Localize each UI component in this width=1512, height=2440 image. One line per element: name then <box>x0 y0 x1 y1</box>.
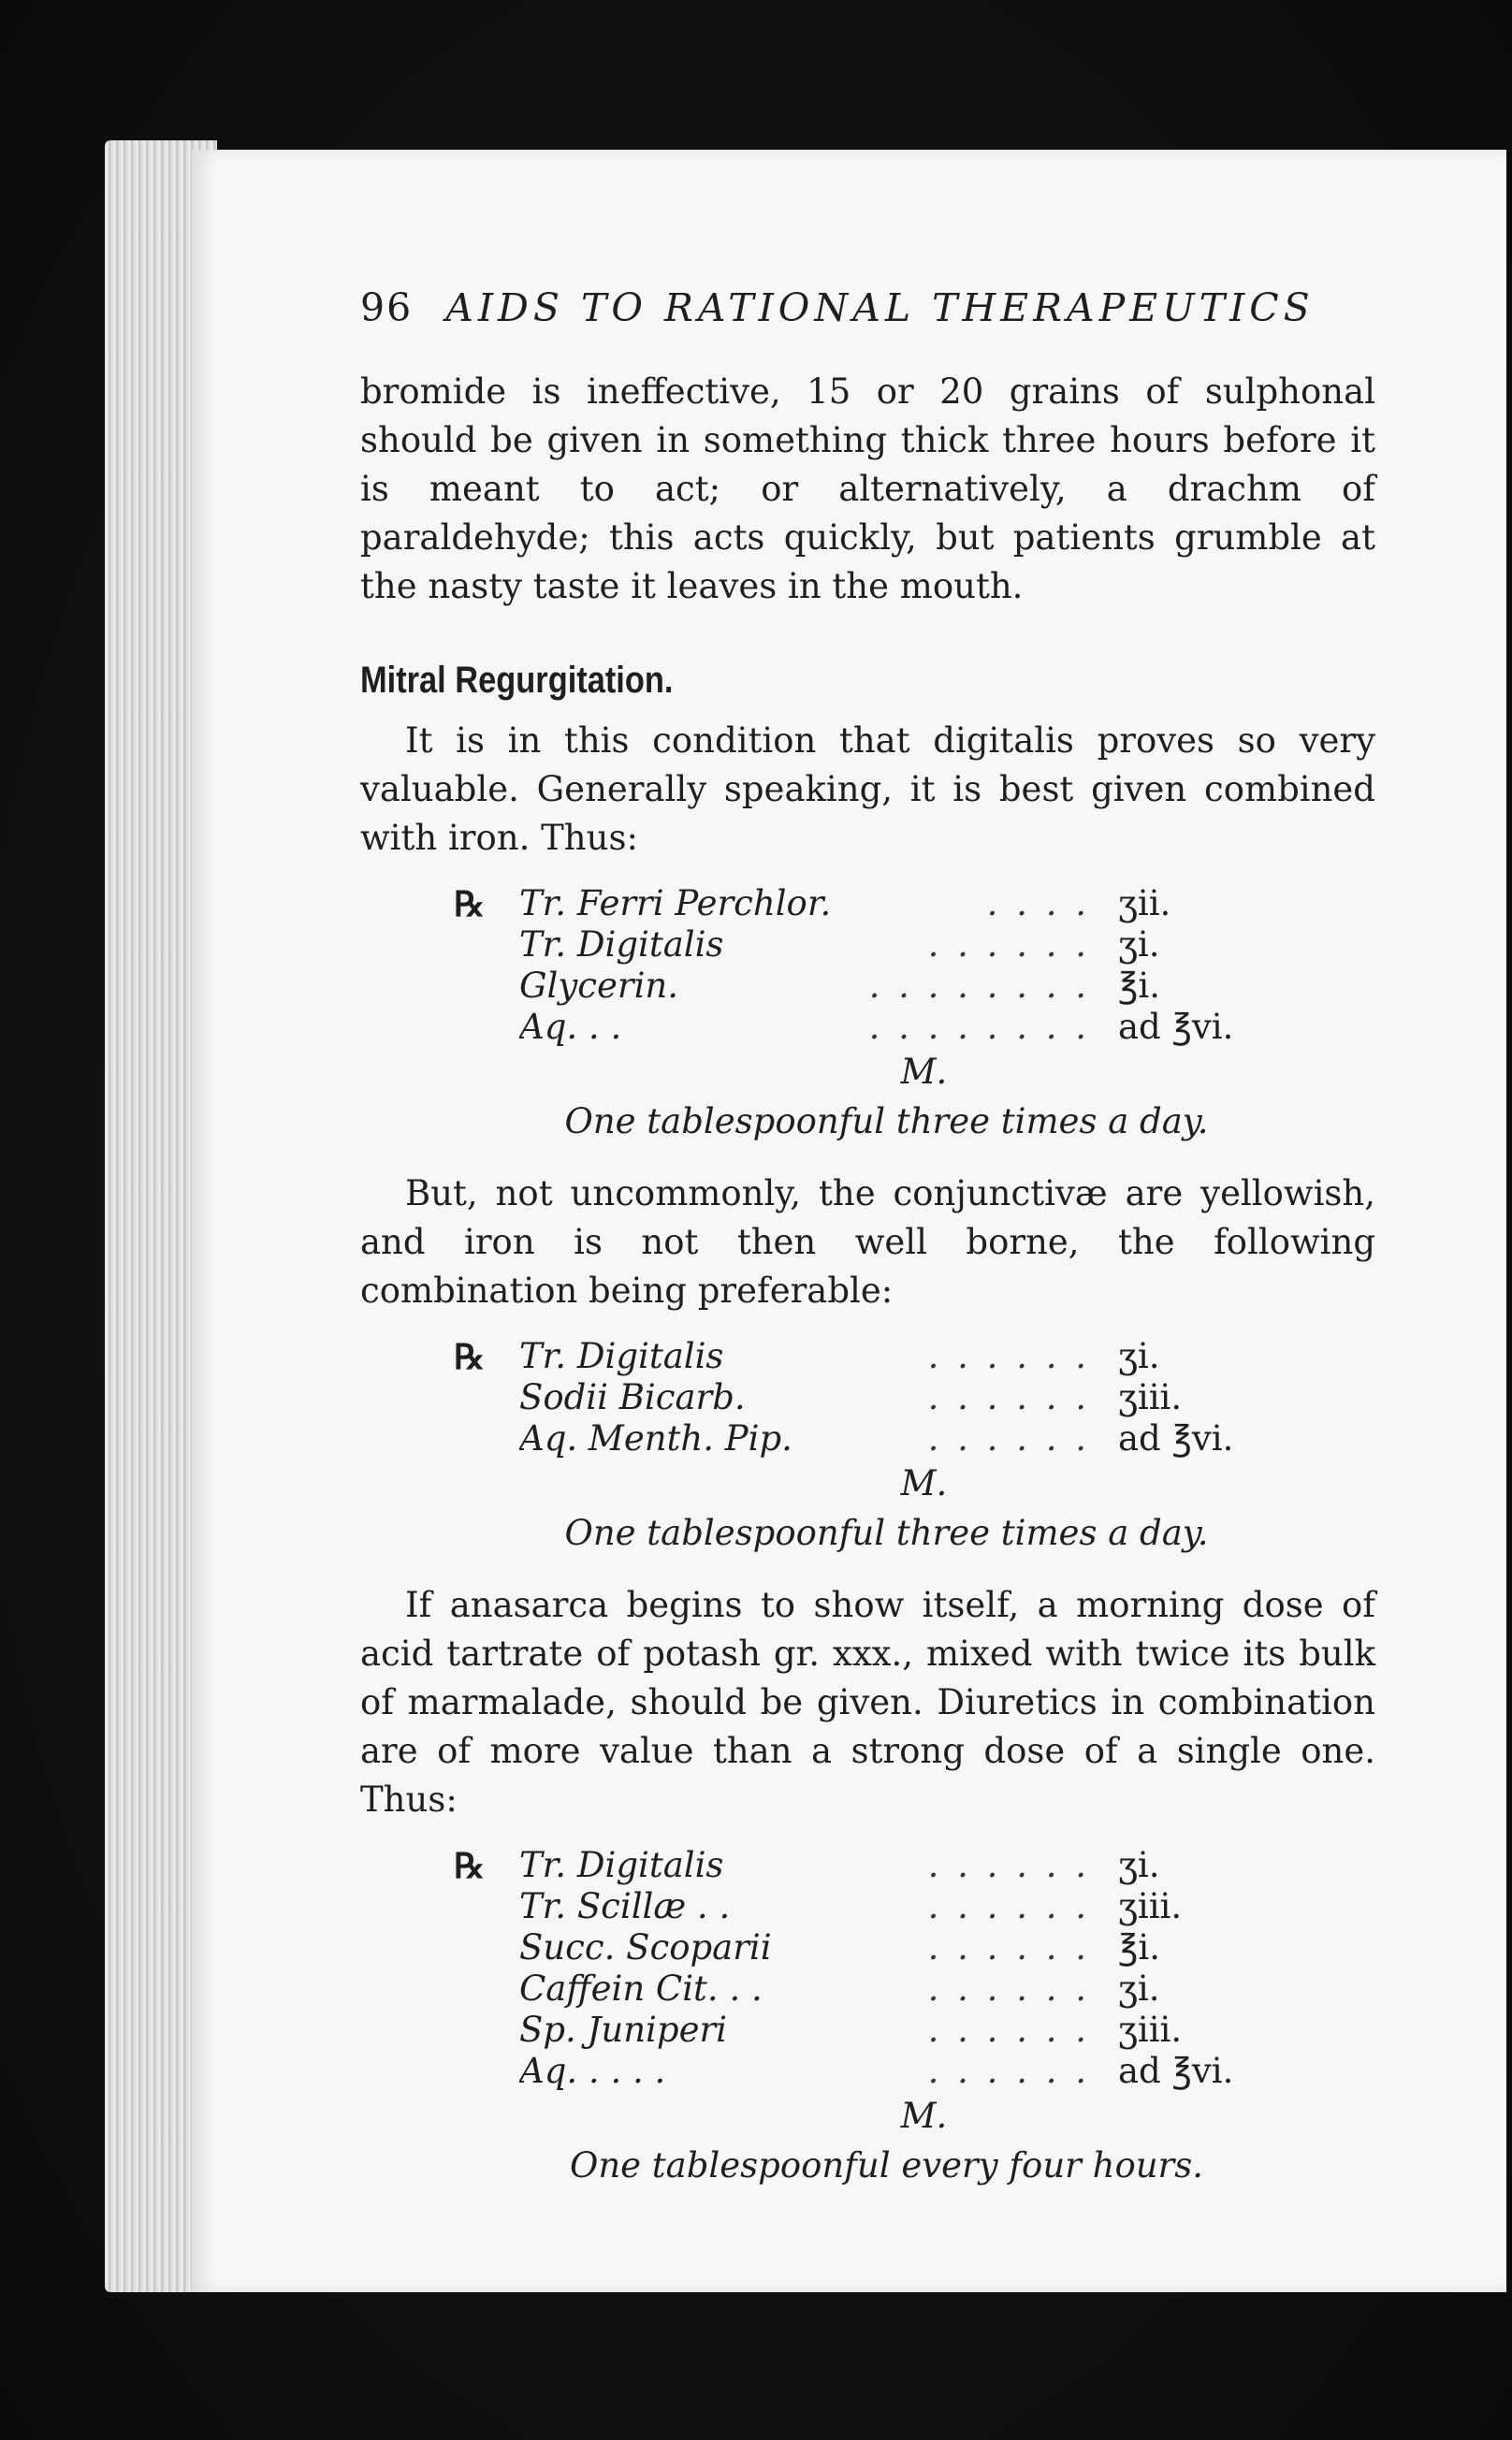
rx-drug: Sp. Juniperi . . . . . . <box>519 2010 1090 2050</box>
section-heading: Mitral Regurgitation. <box>360 660 674 701</box>
page-content <box>360 285 1375 2214</box>
rx-dose: ʒiii. <box>1118 1886 1183 1926</box>
rx-dose: ʒii. <box>1118 883 1171 923</box>
recipe-symbol: ℞ <box>454 883 486 924</box>
rx-row <box>360 2010 1375 2051</box>
page-number: 96 <box>360 285 414 330</box>
rx-dose: ʒi. <box>1118 924 1160 965</box>
rx-drug: Glycerin. . . . . . . . . <box>519 966 1090 1006</box>
rx-row <box>360 1418 1375 1460</box>
rx-drug: Caffein Cit. . . . . . . . . <box>519 1968 1090 2009</box>
misce-label: M. <box>900 1052 948 1092</box>
rx-row <box>360 883 1375 924</box>
running-head <box>360 285 1375 330</box>
prescription-1 <box>360 883 1375 1048</box>
rx-dose: ℥i. <box>1118 966 1160 1006</box>
rx-row <box>360 1886 1375 1927</box>
rx-row <box>360 924 1375 966</box>
misce-label: M. <box>900 1463 948 1503</box>
rx-drug: Tr. Ferri Perchlor. . . . . <box>519 883 1090 923</box>
misce-label: M. <box>900 2096 948 2136</box>
rx-row <box>360 1845 1375 1886</box>
rx-dose: ad ℥vi. <box>1118 1418 1234 1459</box>
rx-row <box>360 1377 1375 1418</box>
rx-dose: ʒiii. <box>1118 2010 1183 2050</box>
rx-row <box>360 2051 1375 2092</box>
paragraph-1: bromide is ineffective, 15 or 20 grains of sulphonal should be given in something thick three hours before it is meant to act; or alternatively, a drachm of paraldehyde; this acts quickly, but patients grumble at the nasty taste it leaves in the mouth. <box>360 371 1375 606</box>
prescription-2 <box>360 1336 1375 1460</box>
rx-dose: ʒi. <box>1118 1845 1160 1885</box>
rx-drug: Tr. Digitalis . . . . . . <box>519 1845 1090 1885</box>
rx-row <box>360 1336 1375 1377</box>
paragraph-3: But, not uncommonly, the conjunctivæ are yellowish, and iron is not then well borne, the following combination being preferable: <box>360 1173 1375 1311</box>
rx-drug: Tr. Scillæ . . . . . . . . <box>519 1886 1090 1926</box>
prescription-3 <box>360 1845 1375 2092</box>
dosage-direction: One tablespoonful three times a day. <box>564 1101 1209 1141</box>
rx-drug: Succ. Scoparii . . . . . . <box>519 1927 1090 1968</box>
rx-drug: Aq. . . . . . . . . . . <box>519 1007 1090 1047</box>
rx-row <box>360 1927 1375 1968</box>
rx-drug: Tr. Digitalis . . . . . . <box>519 924 1090 965</box>
recipe-symbol: ℞ <box>454 1336 486 1377</box>
rx-dose: ʒiii. <box>1118 1377 1183 1417</box>
rx-dose: ℥i. <box>1118 1927 1160 1968</box>
rx-dose: ʒi. <box>1118 1968 1160 2009</box>
rx-drug: Tr. Digitalis . . . . . . <box>519 1336 1090 1376</box>
recipe-symbol: ℞ <box>454 1845 486 1886</box>
rx-drug: Aq. Menth. Pip. . . . . . . <box>519 1418 1090 1459</box>
rx-row <box>360 1968 1375 2010</box>
dosage-direction: One tablespoonful three times a day. <box>564 1513 1209 1553</box>
running-title: AIDS TO RATIONAL THERAPEUTICS <box>445 285 1315 330</box>
rx-dose: ad ℥vi. <box>1118 2051 1234 2091</box>
rx-row <box>360 1007 1375 1048</box>
dosage-direction: One tablespoonful every four hours. <box>569 2145 1203 2186</box>
rx-dose: ʒi. <box>1118 1336 1160 1376</box>
rx-row <box>360 966 1375 1007</box>
paragraph-2: It is in this condition that digitalis proves so very valuable. Generally speaking, it is best given combined with iron. Thus: <box>360 720 1375 858</box>
rx-drug: Sodii Bicarb. . . . . . . <box>519 1377 1090 1417</box>
paragraph-4: If anasarca begins to show itself, a morning dose of acid tartrate of potash gr. xxx., mixed with twice its bulk of marmalade, should be given. Diuretics in combination are of more value than a strong dose of a single one. Thus: <box>360 1585 1375 1820</box>
rx-dose: ad ℥vi. <box>1118 1007 1234 1047</box>
rx-drug: Aq. . . . . . . . . . . <box>519 2051 1090 2091</box>
